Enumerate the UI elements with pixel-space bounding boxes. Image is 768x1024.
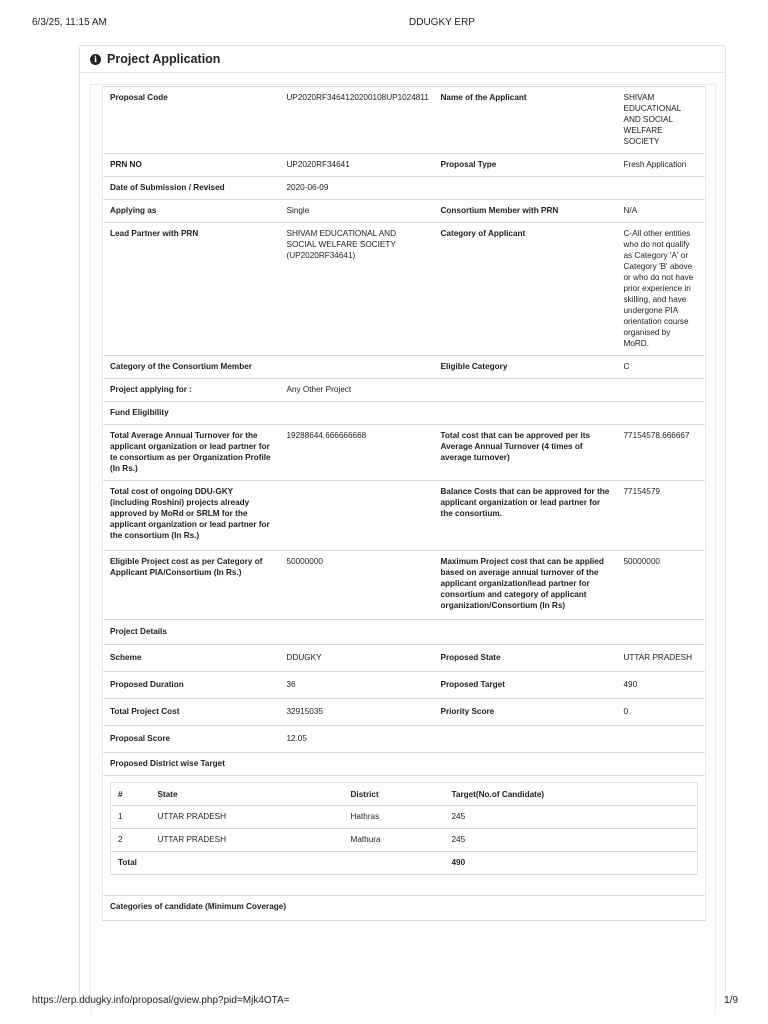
district-target-section: Proposed District wise Target (103, 753, 706, 776)
proposed-target-label: Proposed Target (434, 672, 617, 699)
header-district: District (350, 789, 379, 799)
panel-title: Project Application (107, 52, 221, 66)
table-row (103, 154, 706, 177)
scheme-value: DDUGKY (280, 645, 434, 672)
fund-eligibility-section: Fund Eligibility (103, 402, 706, 425)
print-url: https://erp.ddugky.info/proposal/gview.php?pid=Mjk4OTA= (32, 995, 290, 1006)
table-row (103, 776, 706, 896)
lead-partner-prn-label: Lead Partner with PRN (103, 223, 280, 356)
table-row (103, 356, 706, 379)
ongoing-cost-label: Total cost of ongoing DDU-GKY (including Roshini) projects already approved by MoRd or SRLM for the applicant organization or lead partner for the consortium (In Rs.) (103, 481, 280, 551)
proposed-duration-value: 36 (280, 672, 434, 699)
table-row (103, 551, 706, 620)
row-state: UTTAR PRADESH (151, 829, 344, 852)
row-target: 245 (445, 806, 698, 829)
panel-heading (80, 46, 725, 73)
panel-body (90, 84, 716, 1014)
priority-score-label: Priority Score (434, 699, 617, 726)
row-target: 245 (445, 829, 698, 852)
row-district: Mathura (344, 829, 445, 852)
priority-score-value: 0 (617, 699, 706, 726)
header-state: State (157, 789, 178, 799)
submission-date-label: Date of Submission / Revised (103, 177, 280, 200)
proposed-state-value: UTTAR PRADESH (617, 645, 706, 672)
print-footer (0, 995, 768, 1009)
consortium-member-category-label: Category of the Consortium Member (103, 356, 434, 379)
project-applying-for-value: Any Other Project (280, 379, 706, 402)
table-row (103, 379, 706, 402)
max-project-cost-value: 50000000 (617, 551, 706, 620)
proposed-duration-label: Proposed Duration (103, 672, 280, 699)
district-total-row (111, 852, 698, 875)
project-applying-for-label: Project applying for : (103, 379, 280, 402)
table-row (111, 806, 698, 829)
eligible-category-value: C (617, 356, 706, 379)
balance-cost-label: Balance Costs that can be approved for the applicant organization or lead partner for the consortium. (434, 481, 617, 551)
lead-partner-prn-value: SHIVAM EDUCATIONAL AND SOCIAL WELFARE SOCIETY (UP2020RF34641) (280, 223, 434, 356)
total-project-cost-label: Total Project Cost (103, 699, 280, 726)
row-state: UTTAR PRADESH (151, 806, 344, 829)
proposed-target-value: 490 (617, 672, 706, 699)
avg-turnover-label: Total Average Annual Turnover for the applicant organization or lead partner for te consortium as per Organization Profile (In Rs.) (103, 425, 280, 481)
proposal-code-value: UP2020RF3464120200108UP1024811 (280, 87, 434, 154)
table-row (103, 699, 706, 726)
table-row (103, 672, 706, 699)
approvable-cost-label: Total cost that can be approved per its Average Annual Turnover (4 times of average turnover) (434, 425, 617, 481)
max-project-cost-label: Maximum Project cost that can be applied based on average annual turnover of the applicant organization/lead partner for consortium and category of applicant organization/Consortium (In Rs) (434, 551, 617, 620)
ongoing-cost-value (280, 481, 434, 551)
print-timestamp: 6/3/25, 11:15 AM (32, 17, 107, 28)
table-row (103, 620, 706, 645)
approvable-cost-value: 77154578.666667 (617, 425, 706, 481)
balance-cost-value: 77154579 (617, 481, 706, 551)
prn-no-value: UP2020RF34641 (280, 154, 434, 177)
submission-date-value: 2020-06-09 (280, 177, 434, 200)
eligible-category-label: Eligible Category (434, 356, 617, 379)
eligible-project-cost-value: 50000000 (280, 551, 434, 620)
district-target-table (110, 782, 698, 875)
print-header (0, 17, 768, 31)
row-num: 2 (111, 829, 151, 852)
table-row (103, 177, 706, 200)
table-row (103, 481, 706, 551)
applicant-category-value: C-All other entities who do not qualify as Category 'A' or Category 'B' above or who do not have prior experience in skilling, and have undergone PIA orientation course organised by MoRD. (617, 223, 706, 356)
applicant-name-label: Name of the Applicant (434, 87, 617, 154)
consortium-member-prn-label: Consortium Member with PRN (434, 200, 617, 223)
proposal-code-label: Proposal Code (103, 87, 280, 154)
applying-as-label: Applying as (103, 200, 280, 223)
proposal-details-table (102, 86, 706, 921)
consortium-member-prn-value: N/A (617, 200, 706, 223)
applicant-name-value: SHIVAM EDUCATIONAL AND SOCIAL WELFARE SOCIETY (617, 87, 706, 154)
table-row (103, 425, 706, 481)
table-row (103, 896, 706, 921)
district-table-header (111, 783, 698, 806)
info-circle-icon: i (90, 54, 101, 65)
eligible-project-cost-label: Eligible Project cost as per Category of Applicant PIA/Consortium (In Rs.) (103, 551, 280, 620)
prn-no-label: PRN NO (103, 154, 280, 177)
candidate-categories-section: Categories of candidate (Minimum Coverage) (103, 896, 706, 921)
applying-as-value: Single (280, 200, 434, 223)
proposed-state-label: Proposed State (434, 645, 617, 672)
total-project-cost-value: 32915035 (280, 699, 434, 726)
applicant-category-label: Category of Applicant (434, 223, 617, 356)
total-label: Total (111, 852, 445, 875)
proposal-score-value: 12.05 (280, 726, 706, 753)
project-application-panel (79, 45, 726, 1005)
proposal-type-value: Fresh Application (617, 154, 706, 177)
table-row (103, 223, 706, 356)
table-row (103, 645, 706, 672)
table-row (111, 829, 698, 852)
proposal-type-label: Proposal Type (434, 154, 617, 177)
header-num: # (118, 789, 123, 799)
table-row (103, 200, 706, 223)
table-row (103, 402, 706, 425)
table-row (103, 87, 706, 154)
proposal-score-label: Proposal Score (103, 726, 280, 753)
total-value: 490 (445, 852, 698, 875)
print-page-number: 1/9 (724, 995, 738, 1006)
avg-turnover-value: 19288644.666666668 (280, 425, 434, 481)
scheme-label: Scheme (103, 645, 280, 672)
table-row (103, 726, 706, 753)
project-details-section: Project Details (103, 620, 706, 645)
row-num: 1 (111, 806, 151, 829)
table-row (103, 753, 706, 776)
row-district: Hathras (344, 806, 445, 829)
print-title: DDUGKY ERP (409, 17, 475, 28)
header-target: Target(No.of Candidate) (451, 789, 545, 799)
